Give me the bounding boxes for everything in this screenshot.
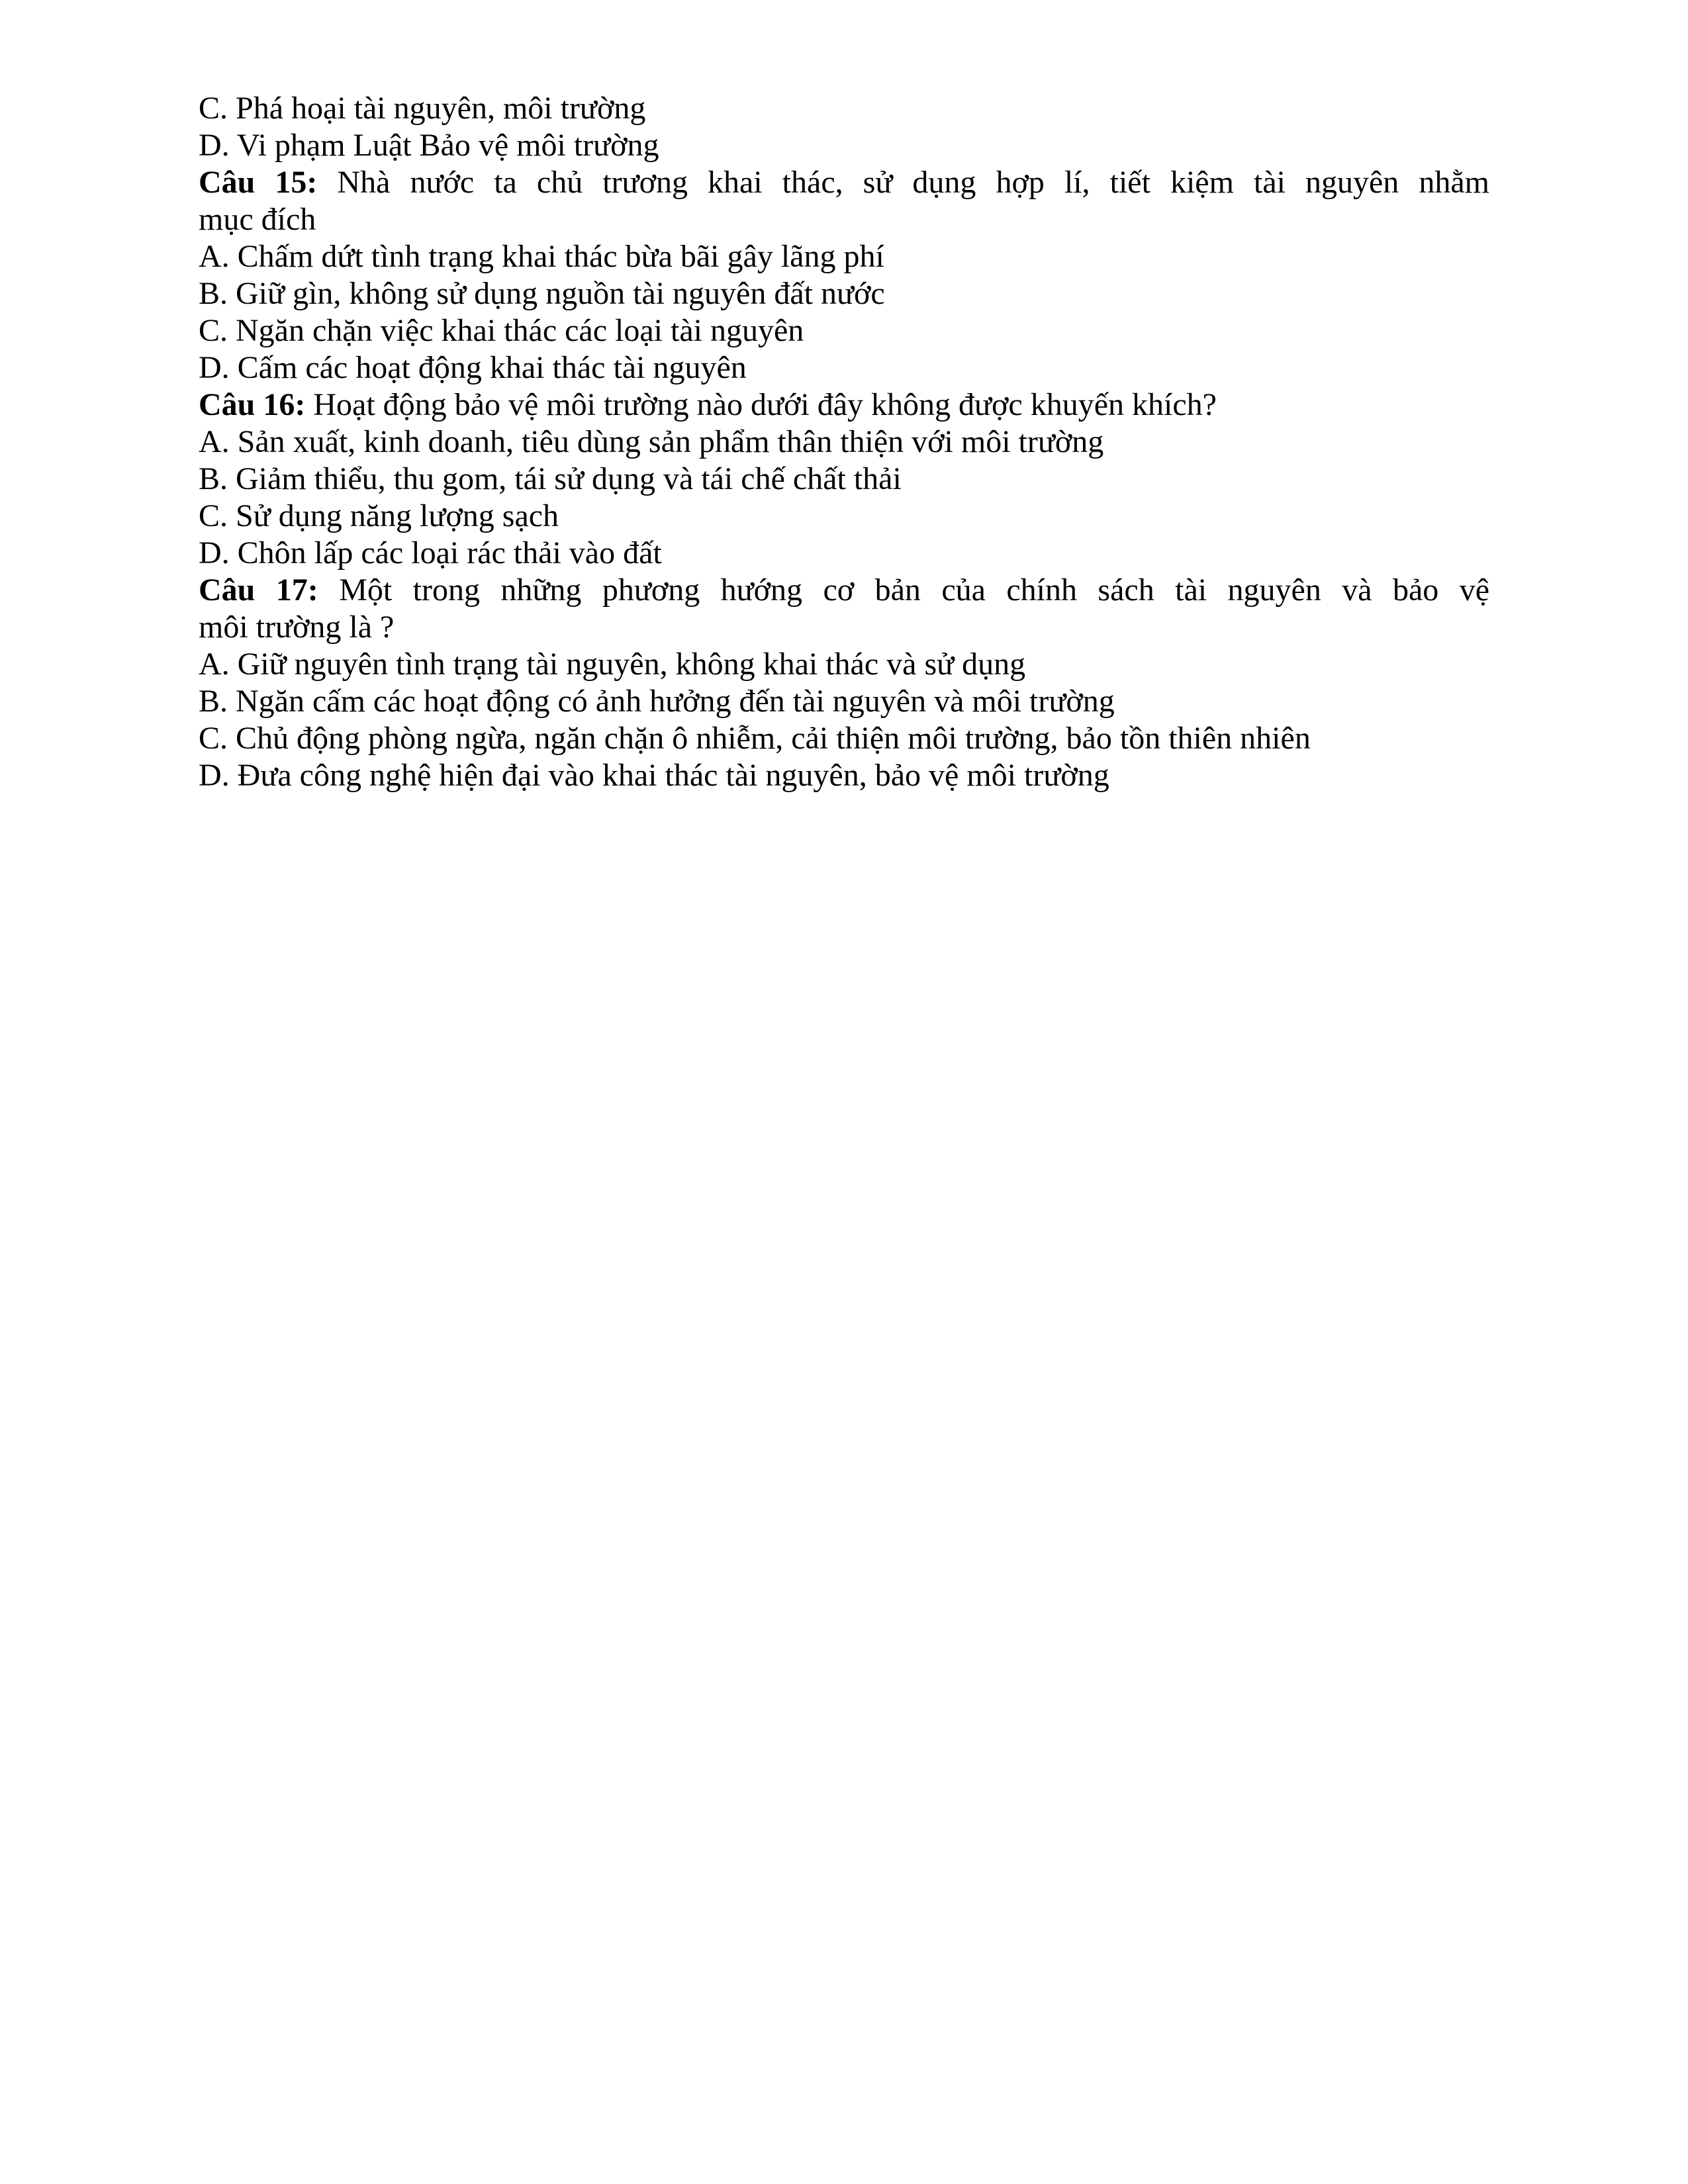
question-text: mục đích (199, 202, 316, 237)
question-line (199, 387, 1489, 424)
option-line (199, 127, 1489, 164)
option-line (199, 349, 1489, 387)
question-number: Câu 16: (199, 387, 306, 422)
question-line (199, 164, 1489, 201)
question-text: Hoạt động bảo vệ môi trường nào dưới đây không được khuyến khích? (305, 387, 1217, 422)
option-line (199, 238, 1489, 275)
question-text: Một trong những phương hướng cơ bản của chính sách tài nguyên và bảo vệ (318, 572, 1490, 608)
option-line (199, 683, 1489, 720)
question-number: Câu 15: (199, 165, 318, 200)
option-text: A. Giữ nguyên tình trạng tài nguyên, không khai thác và sử dụng (199, 647, 1026, 682)
option-text: A. Sản xuất, kinh doanh, tiêu dùng sản phẩm thân thiện với môi trường (199, 424, 1104, 459)
option-line (199, 461, 1489, 498)
option-line (199, 424, 1489, 461)
question-text: môi trường là ? (199, 610, 395, 645)
option-text: B. Ngăn cấm các hoạt động có ảnh hưởng đến tài nguyên và môi trường (199, 684, 1115, 719)
question-continuation-line (199, 201, 1489, 238)
option-line (199, 757, 1489, 794)
text-block (199, 90, 1489, 794)
option-line (199, 275, 1489, 312)
option-line (199, 720, 1489, 757)
option-text: B. Giảm thiểu, thu gom, tái sử dụng và tái chế chất thải (199, 461, 902, 496)
option-line (199, 312, 1489, 349)
option-line (199, 498, 1489, 535)
option-line (199, 646, 1489, 683)
option-line (199, 535, 1489, 572)
option-text: C. Ngăn chặn việc khai thác các loại tài nguyên (199, 313, 804, 348)
option-text: D. Đưa công nghệ hiện đại vào khai thác tài nguyên, bảo vệ môi trường (199, 758, 1109, 793)
option-text: C. Phá hoại tài nguyên, môi trường (199, 91, 646, 126)
question-line (199, 572, 1489, 609)
option-text: C. Chủ động phòng ngừa, ngăn chặn ô nhiễm, cải thiện môi trường, bảo tồn thiên nhiên (199, 721, 1311, 756)
option-line (199, 90, 1489, 127)
option-text: D. Vi phạm Luật Bảo vệ môi trường (199, 128, 659, 163)
question-number: Câu 17: (199, 572, 318, 608)
option-text: C. Sử dụng năng lượng sạch (199, 498, 559, 533)
option-text: D. Cấm các hoạt động khai thác tài nguyên (199, 350, 747, 385)
question-text: Nhà nước ta chủ trương khai thác, sử dụng hợp lí, tiết kiệm tài nguyên nhằm (317, 165, 1489, 200)
option-text: B. Giữ gìn, không sử dụng nguồn tài nguyên đất nước (199, 276, 885, 311)
option-text: D. Chôn lấp các loại rác thải vào đất (199, 535, 662, 570)
question-continuation-line (199, 609, 1489, 646)
option-text: A. Chấm dứt tình trạng khai thác bừa bãi gây lãng phí (199, 239, 884, 274)
